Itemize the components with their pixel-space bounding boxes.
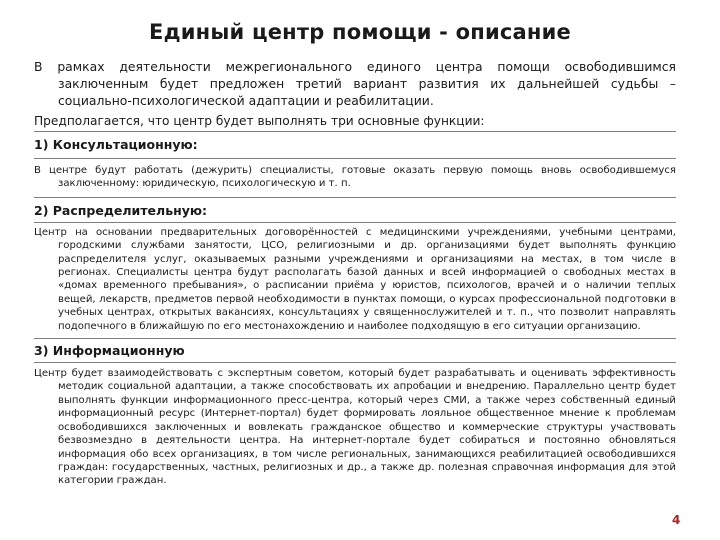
section-text-information: Центр будет взаимодействовать с экспертным советом, который будет разрабатывать и оценивать эффективность методик социальной адаптации, а также способствовать их апробации и внедрению. Параллельно центр будет выполнять функции информационного пресс-центра, который через СМИ, а также через собственный единый информационный ресурс (Интернет-портал) будет формировать лояльное общественное мнение к проблемам освободившихся заключенных и вовлекать гражданское общество и коммерческие структуры участвовать безвозмездно в деятельности центра. На интернет-портале будет собираться и постоянно обновляться информация обо всех организациях, в том числе региональных, занимающихся реабилитацией освободившихся граждан: государственных, частных, религиозных и др., а также др. полезная справочная информация для этой категории граждан. xyxy=(34,368,676,487)
divider xyxy=(34,222,676,223)
page-number: 4 xyxy=(672,513,681,527)
section-heading-distribution: 2) Распределительную: xyxy=(34,202,208,218)
section-heading-consulting: 1) Консультационную: xyxy=(34,137,198,152)
divider xyxy=(34,158,676,159)
slide-title: Единый центр помощи - описание xyxy=(149,20,571,44)
divider xyxy=(34,197,676,198)
section-text-consulting: В центре будут работать (дежурить) специалисты, готовые оказать первую помощь вновь освободившемуся заключенному: юридическую, психологическую и т. п. xyxy=(34,165,676,190)
section-text-distribution: Центр на основании предварительных договорённостей с медицинскими учреждениями, учебными центрами, городскими службами занятости, ЦСО, религиозными и др. организациями будет выполнять функцию распределителя услуг, оказываемых разными учреждениями и организациями на местах, в том числе в регионах. Специалисты центра будут располагать базой данных и всей информацией о свободных местах в «домах временного пребывания», о расписании приёма у юристов, психологов, врачей и о наличии теплых вещей, лекарств, предметов первой необходимости в пунктах помощи, о курсах профессиональной подготовки в учебных центрах, открытых вакансиях, консультациях у священнослужителей и т. п., что позволит направлять подопечного в ближайшую по его местонахождению и наиболее подходящую в его ситуации организацию. xyxy=(34,226,676,332)
section-heading-information: 3) Информационную xyxy=(34,343,185,359)
intro-paragraph: В рамках деятельности межрегионального единого центра помощи освободившимся заключенным будет предложен третий вариант развития их дальнейшей судьбы – социально-психологической адаптации и реабилитации. xyxy=(34,59,676,108)
divider xyxy=(34,338,676,339)
divider xyxy=(34,362,676,363)
slide-content xyxy=(34,58,676,488)
functions-intro: Предполагается, что центр будет выполнять три основные функции: xyxy=(34,114,485,128)
divider xyxy=(34,131,676,132)
